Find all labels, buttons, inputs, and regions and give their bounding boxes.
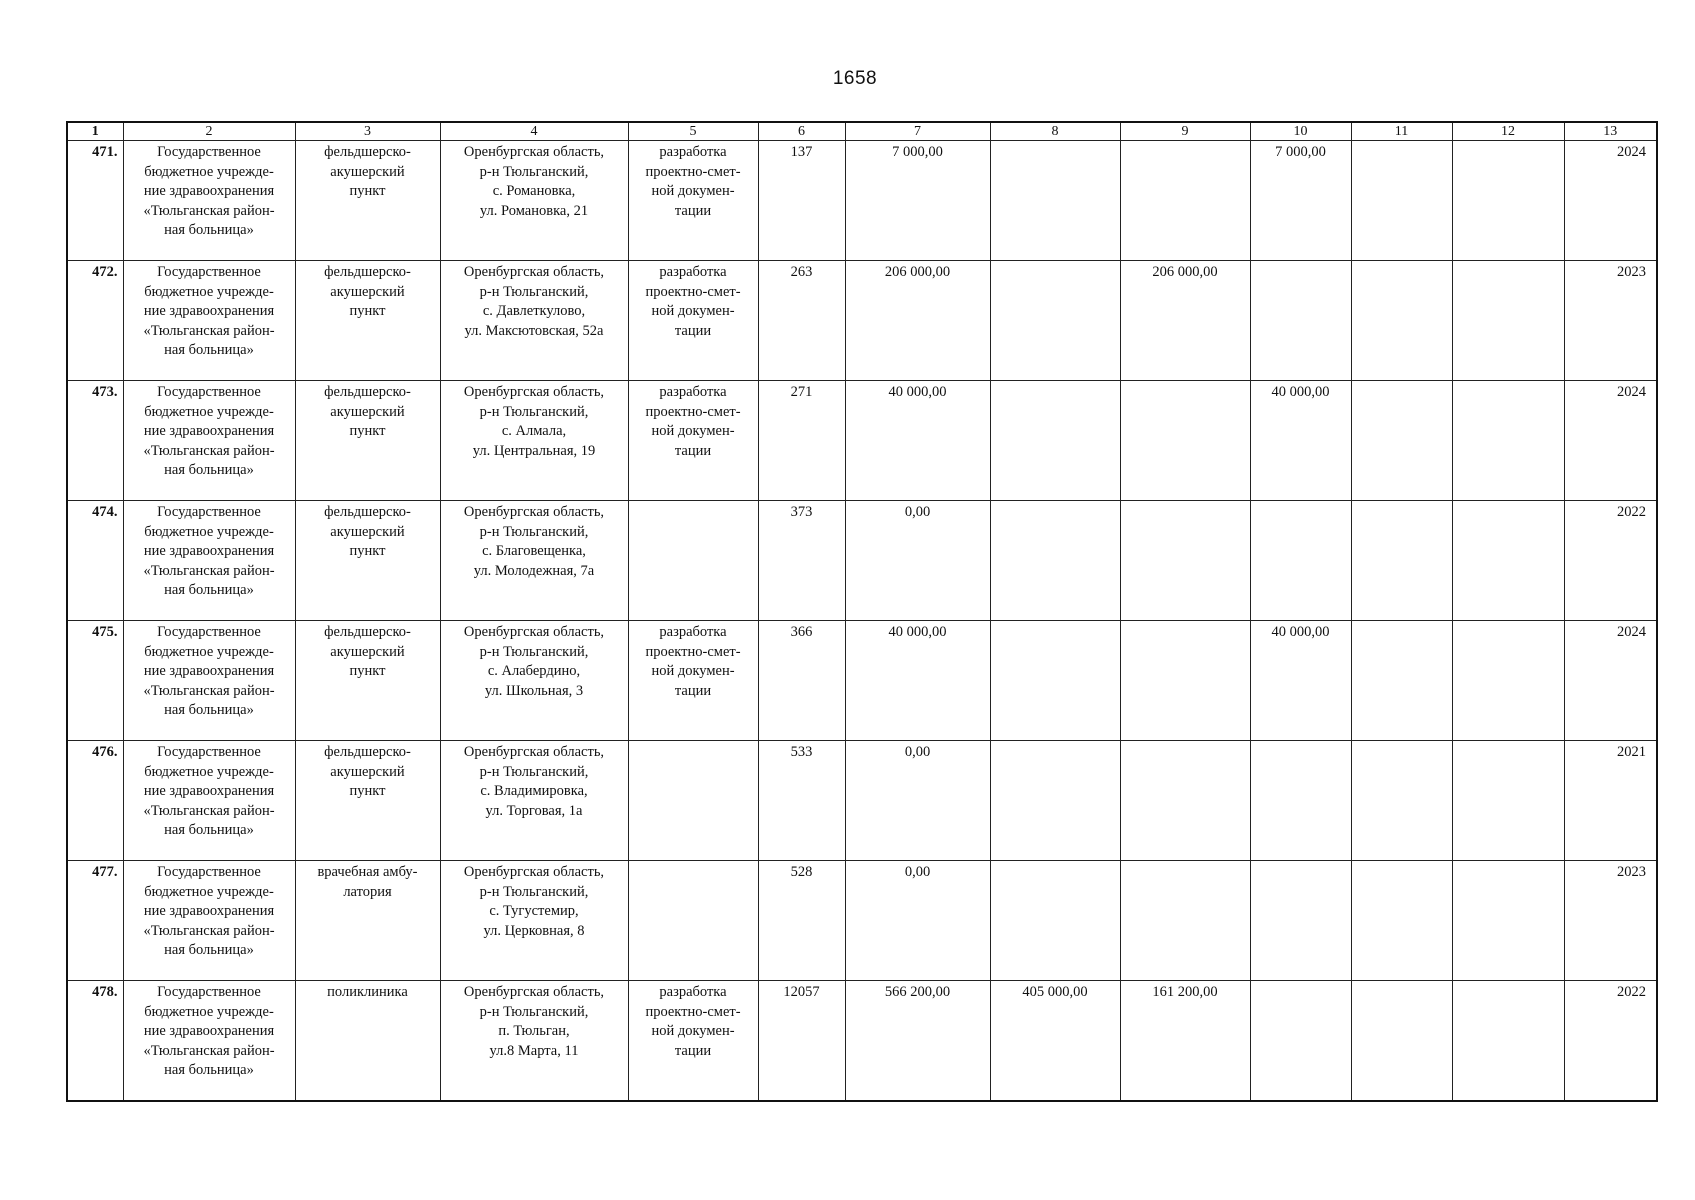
row-number-cell: 478. (67, 981, 123, 1102)
header-cell: 1 (67, 122, 123, 141)
year-cell: 2023 (1564, 261, 1657, 381)
header-cell: 5 (628, 122, 758, 141)
year-cell: 2023 (1564, 861, 1657, 981)
row-number-cell: 471. (67, 141, 123, 261)
address-cell: Оренбургская область, р-н Тюльганский, с. Алабердино, ул. Школьная, 3 (440, 621, 628, 741)
amount-col8-cell (990, 501, 1120, 621)
table-row (67, 981, 1657, 1102)
amount-col8-cell: 405 000,00 (990, 981, 1120, 1102)
table-row (67, 261, 1657, 381)
facility-type-cell: фельдшерско- акушерский пункт (295, 621, 440, 741)
page-number: 1658 (832, 68, 878, 89)
col6-cell: 366 (758, 621, 845, 741)
amount-col10-cell (1250, 261, 1351, 381)
table-row (67, 501, 1657, 621)
amount-col11-cell (1351, 621, 1452, 741)
amount-col8-cell (990, 381, 1120, 501)
organization-cell: Государственное бюджетное учрежде- ние здравоохранения «Тюльганская район- ная больница» (123, 981, 295, 1102)
amount-col11-cell (1351, 861, 1452, 981)
facility-type-cell: фельдшерско- акушерский пункт (295, 741, 440, 861)
row-number-cell: 477. (67, 861, 123, 981)
col6-cell: 533 (758, 741, 845, 861)
amount-col9-cell: 206 000,00 (1120, 261, 1250, 381)
col6-cell: 528 (758, 861, 845, 981)
amount-col12-cell (1452, 141, 1564, 261)
header-cell: 9 (1120, 122, 1250, 141)
header-cell: 13 (1564, 122, 1657, 141)
amount-col10-cell (1250, 741, 1351, 861)
document-table (66, 121, 1658, 1102)
amount-total-cell: 40 000,00 (845, 621, 990, 741)
header-cell: 10 (1250, 122, 1351, 141)
amount-col9-cell (1120, 621, 1250, 741)
amount-col9-cell (1120, 141, 1250, 261)
table-row (67, 861, 1657, 981)
amount-col11-cell (1351, 141, 1452, 261)
amount-col10-cell: 40 000,00 (1250, 381, 1351, 501)
organization-cell: Государственное бюджетное учрежде- ние здравоохранения «Тюльганская район- ная больница» (123, 621, 295, 741)
amount-col10-cell: 7 000,00 (1250, 141, 1351, 261)
amount-col8-cell (990, 741, 1120, 861)
amount-col9-cell (1120, 501, 1250, 621)
amount-col12-cell (1452, 501, 1564, 621)
row-number-cell: 473. (67, 381, 123, 501)
amount-total-cell: 566 200,00 (845, 981, 990, 1102)
year-cell: 2024 (1564, 621, 1657, 741)
amount-col12-cell (1452, 261, 1564, 381)
amount-col11-cell (1351, 741, 1452, 861)
amount-total-cell: 206 000,00 (845, 261, 990, 381)
amount-total-cell: 0,00 (845, 741, 990, 861)
year-cell: 2022 (1564, 501, 1657, 621)
work-type-cell (628, 501, 758, 621)
header-cell: 4 (440, 122, 628, 141)
facility-type-cell: фельдшерско- акушерский пункт (295, 381, 440, 501)
amount-col8-cell (990, 261, 1120, 381)
amount-col10-cell (1250, 501, 1351, 621)
col6-cell: 373 (758, 501, 845, 621)
col6-cell: 137 (758, 141, 845, 261)
address-cell: Оренбургская область, р-н Тюльганский, с. Давлеткулово, ул. Максютовская, 52а (440, 261, 628, 381)
header-cell: 11 (1351, 122, 1452, 141)
organization-cell: Государственное бюджетное учрежде- ние здравоохранения «Тюльганская район- ная больница» (123, 741, 295, 861)
address-cell: Оренбургская область, р-н Тюльганский, с. Благовещенка, ул. Молодежная, 7а (440, 501, 628, 621)
col6-cell: 12057 (758, 981, 845, 1102)
amount-total-cell: 7 000,00 (845, 141, 990, 261)
amount-col12-cell (1452, 381, 1564, 501)
facility-type-cell: фельдшерско- акушерский пункт (295, 141, 440, 261)
amount-col12-cell (1452, 621, 1564, 741)
year-cell: 2021 (1564, 741, 1657, 861)
amount-col8-cell (990, 861, 1120, 981)
header-cell: 6 (758, 122, 845, 141)
table-header-row (67, 122, 1657, 141)
header-cell: 2 (123, 122, 295, 141)
organization-cell: Государственное бюджетное учрежде- ние здравоохранения «Тюльганская район- ная больница» (123, 381, 295, 501)
header-cell: 8 (990, 122, 1120, 141)
address-cell: Оренбургская область, р-н Тюльганский, с. Алмала, ул. Центральная, 19 (440, 381, 628, 501)
address-cell: Оренбургская область, р-н Тюльганский, с. Владимировка, ул. Торговая, 1а (440, 741, 628, 861)
col6-cell: 271 (758, 381, 845, 501)
amount-total-cell: 0,00 (845, 861, 990, 981)
facility-type-cell: фельдшерско- акушерский пункт (295, 261, 440, 381)
work-type-cell: разработка проектно-смет- ной докумен- тации (628, 141, 758, 261)
amount-total-cell: 40 000,00 (845, 381, 990, 501)
work-type-cell: разработка проектно-смет- ной докумен- тации (628, 621, 758, 741)
amount-col10-cell (1250, 981, 1351, 1102)
amount-col8-cell (990, 621, 1120, 741)
table-row (67, 381, 1657, 501)
work-type-cell: разработка проектно-смет- ной докумен- тации (628, 261, 758, 381)
year-cell: 2024 (1564, 381, 1657, 501)
organization-cell: Государственное бюджетное учрежде- ние здравоохранения «Тюльганская район- ная больница» (123, 861, 295, 981)
row-number-cell: 474. (67, 501, 123, 621)
work-type-cell (628, 861, 758, 981)
row-number-cell: 472. (67, 261, 123, 381)
amount-col11-cell (1351, 501, 1452, 621)
organization-cell: Государственное бюджетное учрежде- ние здравоохранения «Тюльганская район- ная больница» (123, 141, 295, 261)
header-cell: 12 (1452, 122, 1564, 141)
amount-col9-cell (1120, 861, 1250, 981)
address-cell: Оренбургская область, р-н Тюльганский, с. Тугустемир, ул. Церковная, 8 (440, 861, 628, 981)
address-cell: Оренбургская область, р-н Тюльганский, п. Тюльган, ул.8 Марта, 11 (440, 981, 628, 1102)
amount-col12-cell (1452, 861, 1564, 981)
year-cell: 2022 (1564, 981, 1657, 1102)
amount-col9-cell (1120, 741, 1250, 861)
amount-col10-cell (1250, 861, 1351, 981)
col6-cell: 263 (758, 261, 845, 381)
amount-col11-cell (1351, 381, 1452, 501)
amount-col11-cell (1351, 261, 1452, 381)
row-number-cell: 475. (67, 621, 123, 741)
amount-col10-cell: 40 000,00 (1250, 621, 1351, 741)
header-cell: 3 (295, 122, 440, 141)
table-row (67, 621, 1657, 741)
table-row (67, 141, 1657, 261)
work-type-cell: разработка проектно-смет- ной докумен- тации (628, 381, 758, 501)
work-type-cell (628, 741, 758, 861)
organization-cell: Государственное бюджетное учрежде- ние здравоохранения «Тюльганская район- ная больница» (123, 501, 295, 621)
amount-total-cell: 0,00 (845, 501, 990, 621)
facility-type-cell: фельдшерско- акушерский пункт (295, 501, 440, 621)
year-cell: 2024 (1564, 141, 1657, 261)
organization-cell: Государственное бюджетное учрежде- ние здравоохранения «Тюльганская район- ная больница» (123, 261, 295, 381)
header-cell: 7 (845, 122, 990, 141)
address-cell: Оренбургская область, р-н Тюльганский, с. Романовка, ул. Романовка, 21 (440, 141, 628, 261)
amount-col8-cell (990, 141, 1120, 261)
row-number-cell: 476. (67, 741, 123, 861)
amount-col11-cell (1351, 981, 1452, 1102)
amount-col12-cell (1452, 741, 1564, 861)
table-row (67, 741, 1657, 861)
facility-type-cell: поликлиника (295, 981, 440, 1102)
work-type-cell: разработка проектно-смет- ной докумен- тации (628, 981, 758, 1102)
facility-type-cell: врачебная амбу- латория (295, 861, 440, 981)
amount-col12-cell (1452, 981, 1564, 1102)
amount-col9-cell (1120, 381, 1250, 501)
amount-col9-cell: 161 200,00 (1120, 981, 1250, 1102)
